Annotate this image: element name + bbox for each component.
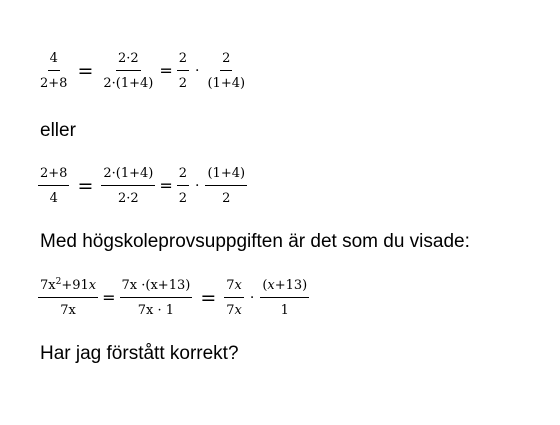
denominator: 2	[178, 76, 188, 91]
fraction	[260, 279, 309, 317]
equals-sign: =	[77, 59, 94, 82]
denominator: 2·2	[118, 191, 139, 206]
denominator: 2·(1+4)	[103, 76, 154, 91]
denominator: 7x	[226, 303, 242, 318]
numerator: (x+13)	[260, 279, 309, 298]
fraction	[101, 167, 155, 205]
numerator: 2	[177, 167, 189, 186]
equals-sign: =	[200, 286, 217, 309]
fraction	[177, 167, 189, 205]
multiplication-dot: ·	[195, 178, 200, 194]
numerator: 2·2	[116, 52, 141, 71]
denominator: 2	[222, 191, 231, 206]
equals-sign: =	[102, 288, 116, 307]
equals-sign: =	[77, 174, 94, 197]
equals-sign: =	[159, 61, 173, 80]
fraction	[205, 167, 247, 205]
fraction	[224, 279, 244, 317]
equation-3	[38, 279, 309, 317]
numerator: 2+8	[38, 167, 69, 186]
numerator: 7x	[224, 279, 244, 298]
fraction	[101, 52, 155, 90]
denominator: 2	[178, 191, 188, 206]
numerator: 2	[177, 52, 189, 71]
text-question-context: Med högskoleprovsuppgiften är det som du visade:	[40, 231, 470, 252]
equation-1	[38, 52, 247, 90]
denominator: 1	[280, 303, 289, 318]
numerator: 4	[48, 52, 60, 71]
numerator: $7x^2+91x$	[38, 279, 98, 298]
fraction	[205, 52, 247, 90]
numerator: 2	[220, 52, 232, 71]
denominator: 2+8	[40, 76, 68, 91]
equals-sign: =	[159, 176, 173, 195]
denominator: 4	[49, 191, 58, 206]
fraction	[120, 279, 193, 317]
numerator: (1+4)	[205, 167, 247, 186]
text-eller: eller	[40, 120, 76, 141]
fraction	[177, 52, 189, 90]
numerator: 2·(1+4)	[101, 167, 155, 186]
equation-2	[38, 167, 247, 205]
multiplication-dot: ·	[195, 63, 200, 79]
denominator: 7x	[60, 303, 76, 318]
text-question: Har jag förstått korrekt?	[40, 343, 239, 364]
fraction	[38, 52, 69, 90]
multiplication-dot: ·	[249, 290, 255, 306]
fraction	[38, 279, 98, 317]
numerator: 7x ·(x+13)	[120, 279, 193, 298]
denominator: 7x · 1	[137, 303, 175, 318]
fraction	[38, 167, 69, 205]
denominator: (1+4)	[207, 76, 246, 91]
